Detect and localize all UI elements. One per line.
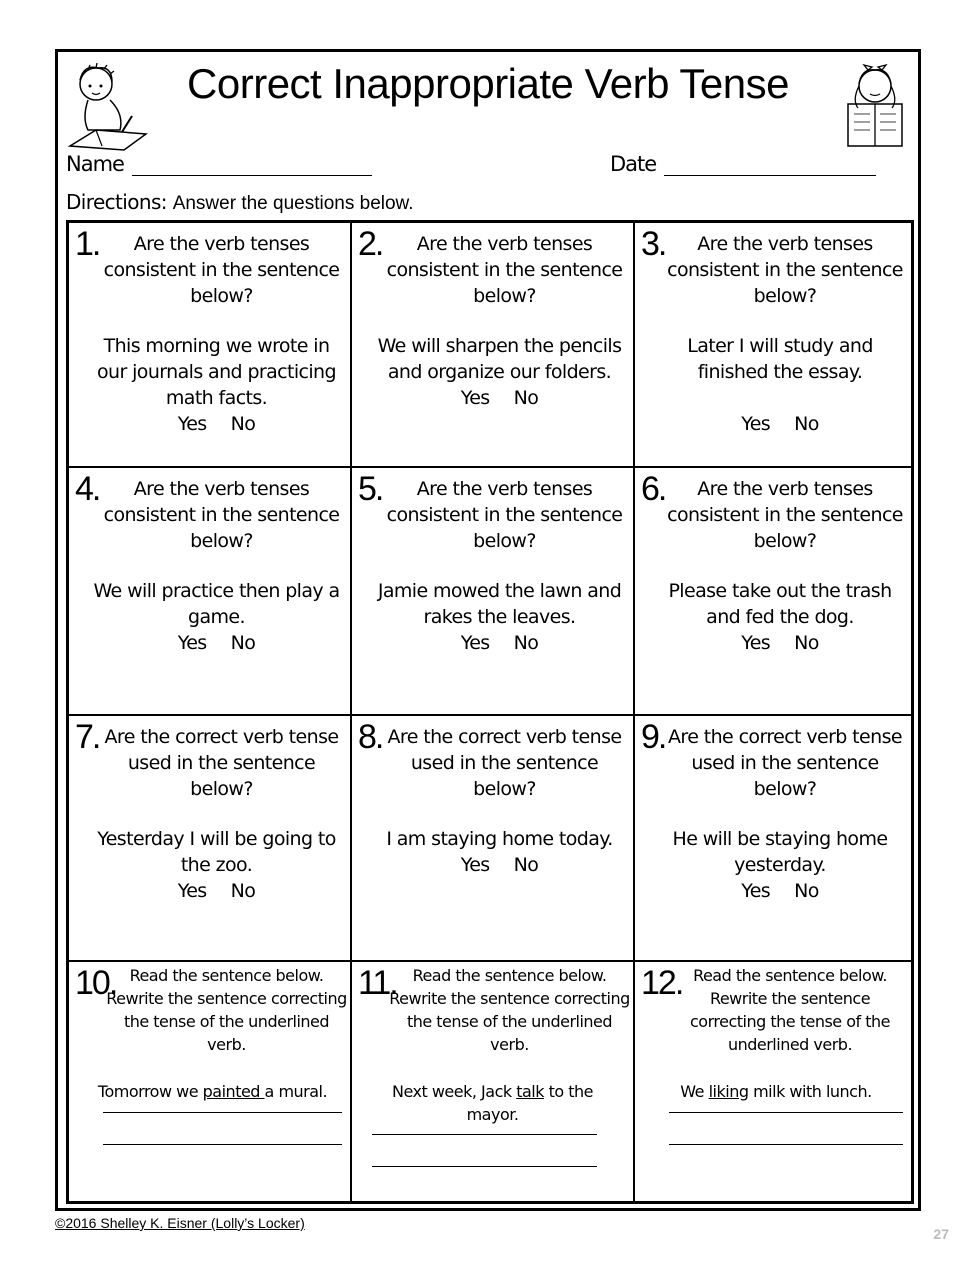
- date-blank[interactable]: [664, 157, 876, 176]
- yes-option[interactable]: Yes: [460, 387, 490, 409]
- no-option[interactable]: No: [230, 880, 256, 902]
- question-prompt: Are the verb tenses consistent in the sentence below?: [386, 478, 623, 552]
- question-prompt: Are the verb tenses consistent in the sentence below?: [667, 233, 903, 307]
- question-sentence: Jamie mowed the lawn and rakes the leaves.: [377, 580, 622, 628]
- yes-option[interactable]: Yes: [177, 880, 207, 902]
- question-number: 4.: [75, 470, 100, 508]
- yes-option[interactable]: Yes: [741, 632, 771, 654]
- question-number: 6.: [641, 470, 666, 508]
- question-cell-4: [69, 468, 352, 716]
- sentence-end: a mural.: [264, 1082, 328, 1101]
- rewrite-prompt: Read the sentence below. Rewrite the sentence correcting the tense of the underlined verb.: [106, 966, 347, 1054]
- yes-no-options: [653, 411, 907, 437]
- question-cell-9: [635, 716, 911, 962]
- yes-no-options: [653, 878, 907, 904]
- no-option[interactable]: No: [230, 413, 256, 435]
- sentence-start: Tomorrow we: [97, 1082, 203, 1101]
- yes-option[interactable]: Yes: [177, 632, 207, 654]
- question-sentence-block: [370, 826, 629, 878]
- yes-no-options: [87, 878, 346, 904]
- question-number: 12.: [641, 964, 683, 1002]
- question-sentence-block: [653, 333, 907, 437]
- yes-option[interactable]: Yes: [741, 413, 771, 435]
- question-number: 5.: [358, 470, 383, 508]
- rewrite-cell-10: [69, 962, 352, 1201]
- no-option[interactable]: No: [230, 632, 256, 654]
- question-cell-8: [352, 716, 635, 962]
- question-sentence: He will be staying home yesterday.: [672, 828, 888, 876]
- question-sentence-block: [370, 333, 629, 411]
- no-option[interactable]: No: [794, 880, 819, 902]
- yes-no-options: [370, 630, 629, 656]
- question-sentence-block: [87, 826, 346, 904]
- sentence-start: Next week, Jack: [391, 1082, 517, 1101]
- rewrite-sentence: [643, 1080, 909, 1103]
- directions-label: Directions:: [66, 190, 167, 214]
- rewrite-prompt: Read the sentence below. Rewrite the sentence correcting the tense of the underlined verb.: [690, 966, 890, 1054]
- answer-line[interactable]: [103, 1144, 342, 1145]
- worksheet-frame: [55, 49, 921, 1211]
- question-cell-1: [69, 223, 352, 468]
- rewrite-prompt: Read the sentence below. Rewrite the sentence correcting the tense of the underlined verb.: [389, 966, 630, 1054]
- question-number: 3.: [641, 225, 666, 263]
- date-field[interactable]: [610, 152, 876, 176]
- yes-no-options: [87, 411, 346, 437]
- answer-line[interactable]: [372, 1134, 597, 1135]
- question-prompt: Are the verb tenses consistent in the sentence below?: [103, 233, 340, 307]
- answer-line[interactable]: [669, 1112, 903, 1113]
- question-sentence: Yesterday I will be going to the zoo.: [97, 828, 336, 876]
- yes-option[interactable]: Yes: [177, 413, 207, 435]
- question-sentence-block: [653, 826, 907, 904]
- question-number: 10.: [75, 964, 117, 1002]
- question-sentence-block: [653, 578, 907, 656]
- question-cell-5: [352, 468, 635, 716]
- no-option[interactable]: No: [513, 632, 539, 654]
- question-prompt: Are the verb tenses consistent in the sentence below?: [103, 478, 340, 552]
- underlined-verb: liking: [708, 1082, 749, 1101]
- question-number: 11.: [358, 964, 397, 1002]
- question-cell-6: [635, 468, 911, 716]
- question-number: 1.: [75, 225, 100, 263]
- question-sentence: This morning we wrote in our journals and practicing math facts.: [97, 335, 336, 409]
- copyright-notice: ©2016 Shelley K. Eisner (Lolly’s Locker): [55, 1215, 305, 1231]
- name-label: Name: [66, 152, 124, 176]
- underlined-verb: talk: [516, 1082, 545, 1101]
- question-number: 2.: [358, 225, 383, 263]
- question-prompt: Are the correct verb tense used in the sentence below?: [668, 726, 902, 800]
- yes-no-options: [370, 852, 629, 878]
- no-option[interactable]: No: [513, 854, 539, 876]
- rewrite-sentence: [382, 1080, 603, 1126]
- question-prompt: Are the verb tenses consistent in the sentence below?: [667, 478, 903, 552]
- date-label: Date: [610, 152, 657, 176]
- question-sentence-block: [87, 333, 346, 437]
- question-cell-3: [635, 223, 911, 468]
- rewrite-cell-12: [635, 962, 911, 1201]
- question-sentence-block: [370, 578, 629, 656]
- question-sentence: Later I will study and finished the essay.: [687, 335, 873, 383]
- no-option[interactable]: No: [513, 387, 539, 409]
- underlined-verb: painted: [202, 1082, 265, 1101]
- question-number: 9.: [641, 718, 666, 756]
- question-number: 7.: [75, 718, 100, 756]
- yes-option[interactable]: Yes: [460, 854, 490, 876]
- question-sentence: Please take out the trash and fed the dog.: [668, 580, 892, 628]
- rewrite-cell-11: [352, 962, 635, 1201]
- sentence-start: We: [680, 1082, 709, 1101]
- yes-no-options: [370, 385, 629, 411]
- name-field[interactable]: [66, 152, 372, 176]
- sentence-end: to the mayor.: [466, 1082, 594, 1124]
- answer-line[interactable]: [669, 1144, 903, 1145]
- question-cell-7: [69, 716, 352, 962]
- no-option[interactable]: No: [794, 413, 819, 435]
- yes-option[interactable]: Yes: [460, 632, 490, 654]
- yes-option[interactable]: Yes: [741, 880, 771, 902]
- name-blank[interactable]: [132, 157, 372, 176]
- page-number: 27: [933, 1226, 949, 1242]
- sentence-end: milk with lunch.: [748, 1082, 872, 1101]
- question-number: 8.: [358, 718, 383, 756]
- question-sentence: I am staying home today.: [386, 828, 613, 850]
- yes-no-options: [87, 630, 346, 656]
- question-cell-2: [352, 223, 635, 468]
- worksheet-title: Correct Inappropriate Verb Tense: [187, 60, 789, 107]
- question-grid: [66, 220, 914, 1204]
- no-option[interactable]: No: [794, 632, 819, 654]
- question-sentence: We will practice then play a game.: [93, 580, 340, 628]
- question-prompt: Are the correct verb tense used in the sentence below?: [387, 726, 622, 800]
- answer-line[interactable]: [103, 1112, 342, 1113]
- question-sentence-block: [87, 578, 346, 656]
- yes-no-options: [653, 630, 907, 656]
- directions-text: Answer the questions below.: [172, 193, 414, 214]
- directions: [66, 190, 414, 215]
- question-prompt: Are the correct verb tense used in the sentence below?: [104, 726, 339, 800]
- question-sentence: We will sharpen the pencils and organize our folders.: [377, 335, 622, 383]
- rewrite-sentence: [77, 1080, 348, 1103]
- question-prompt: Are the verb tenses consistent in the sentence below?: [386, 233, 623, 307]
- answer-line[interactable]: [372, 1166, 597, 1167]
